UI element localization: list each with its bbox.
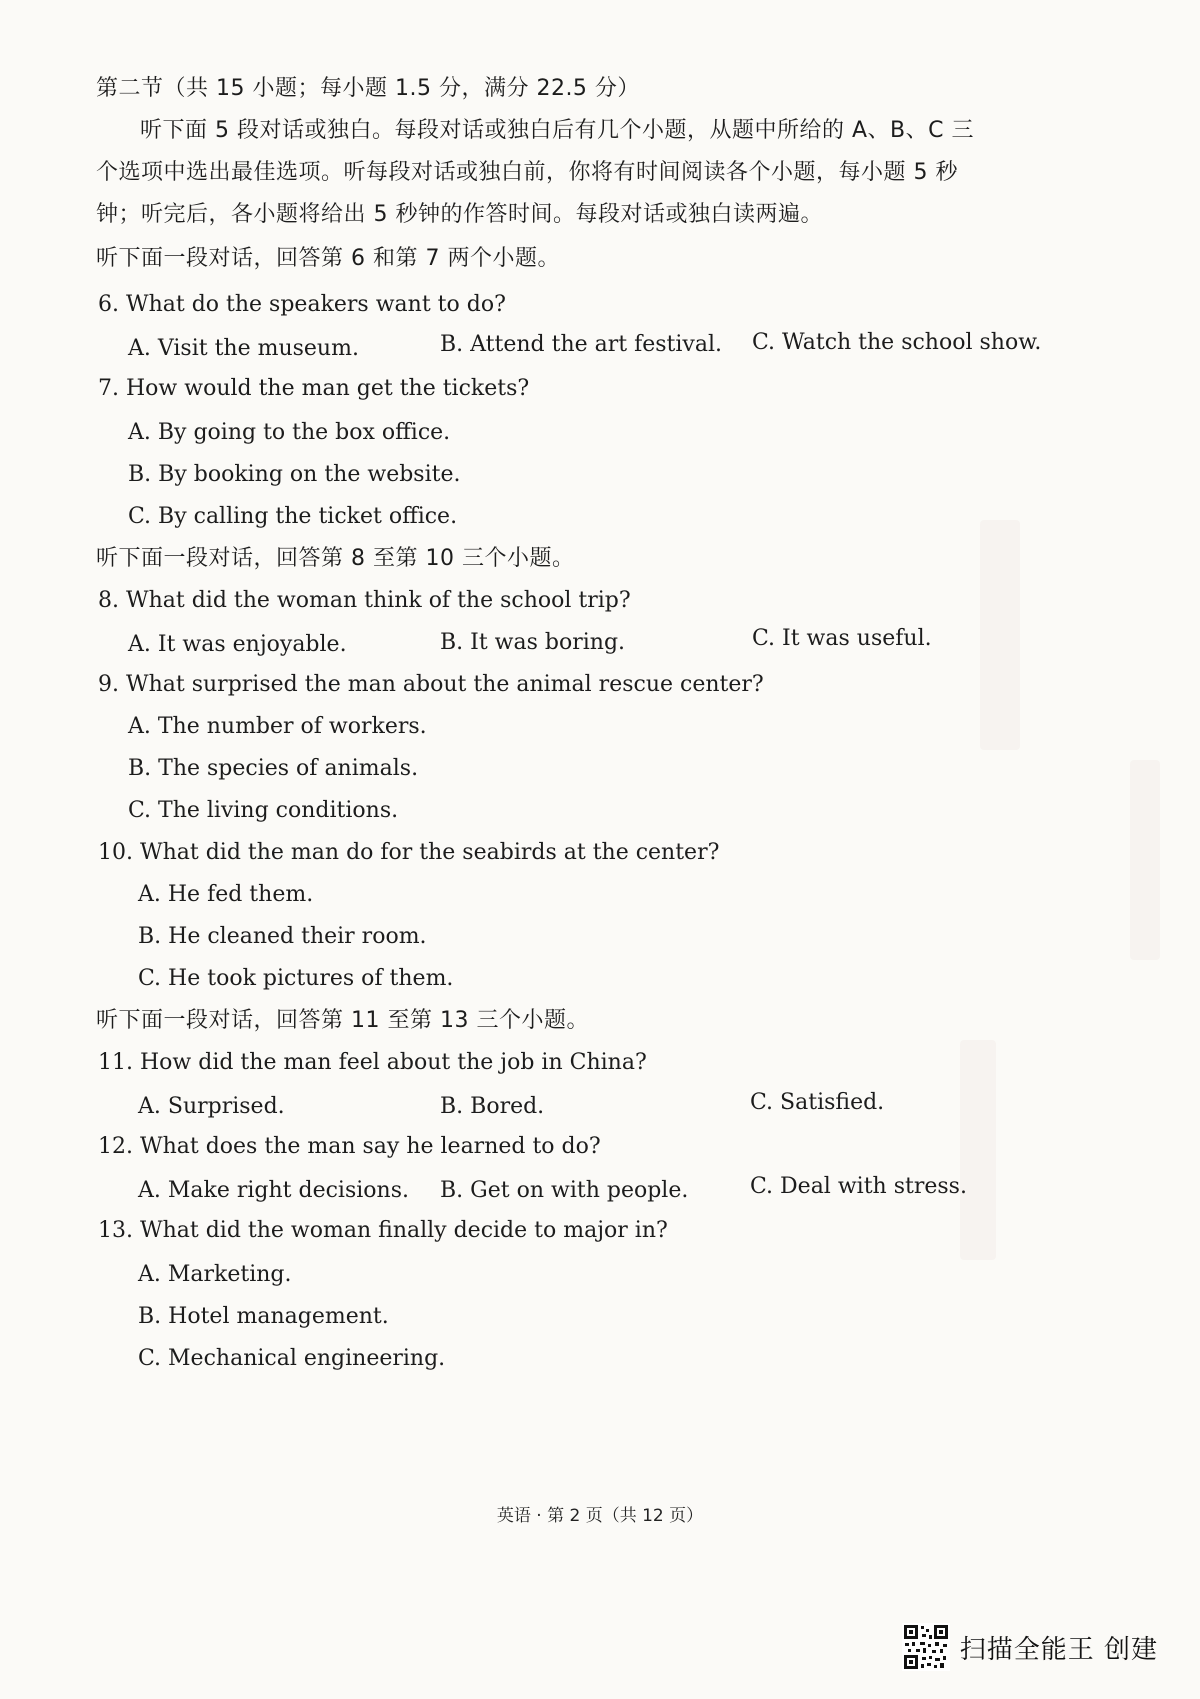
question-stem: 6. What do the speakers want to do? <box>98 292 506 317</box>
option-b: B. By booking on the website. <box>128 462 461 487</box>
question-stem: 11. How did the man feel about the job in China? <box>98 1050 647 1075</box>
question-stem: 12. What does the man say he learned to do? <box>98 1134 601 1159</box>
group-intro: 听下面一段对话，回答第 8 至第 10 三个小题。 <box>96 546 575 571</box>
option-a: A. Surprised. <box>138 1094 285 1119</box>
option-a: A. The number of workers. <box>128 714 427 739</box>
qr-code-icon <box>902 1623 950 1671</box>
instructions-line-3: 钟；听完后，各小题将给出 5 秒钟的作答时间。每段对话或独白读两遍。 <box>96 202 823 227</box>
option-c: C. It was useful. <box>752 626 932 651</box>
group-intro: 听下面一段对话，回答第 6 和第 7 两个小题。 <box>96 246 560 271</box>
option-c: C. Satisfied. <box>750 1090 885 1115</box>
group-intro: 听下面一段对话，回答第 11 至第 13 三个小题。 <box>96 1008 589 1033</box>
question-stem: 10. What did the man do for the seabirds at the center? <box>98 840 720 865</box>
option-c: C. Mechanical engineering. <box>138 1346 446 1371</box>
page-footer: 英语 · 第 2 页（共 12 页） <box>496 1506 704 1526</box>
option-a: A. It was enjoyable. <box>128 632 347 657</box>
option-c: C. He took pictures of them. <box>138 966 454 991</box>
section-title: 第二节（共 15 小题；每小题 1.5 分，满分 22.5 分） <box>96 76 640 101</box>
question-stem: 13. What did the woman finally decide to major in? <box>98 1218 668 1243</box>
question-stem: 8. What did the woman think of the school trip? <box>98 588 631 613</box>
bleed-through-mark <box>1130 760 1160 960</box>
option-c: C. Watch the school show. <box>752 330 1042 355</box>
option-b: B. He cleaned their room. <box>138 924 427 949</box>
option-a: A. By going to the box office. <box>128 420 451 445</box>
bleed-through-mark <box>980 520 1020 750</box>
option-a: A. Make right decisions. <box>138 1178 409 1203</box>
option-a: A. Visit the museum. <box>128 336 359 361</box>
option-b: B. Attend the art festival. <box>440 332 722 357</box>
option-b: B. Bored. <box>440 1094 545 1119</box>
option-a: A. Marketing. <box>138 1262 292 1287</box>
question-stem: 9. What surprised the man about the animal rescue center? <box>98 672 764 697</box>
option-b: B. The species of animals. <box>128 756 419 781</box>
option-c: C. By calling the ticket office. <box>128 504 458 529</box>
option-b: B. It was boring. <box>440 630 626 655</box>
option-c: C. The living conditions. <box>128 798 399 823</box>
instructions-line-1: 听下面 5 段对话或独白。每段对话或独白后有几个小题，从题中所给的 A、B、C 三 <box>140 118 974 143</box>
option-a: A. He fed them. <box>138 882 314 907</box>
scanner-watermark-text: 扫描全能王 创建 <box>959 1634 1158 1665</box>
option-b: B. Hotel management. <box>138 1304 389 1329</box>
option-b: B. Get on with people. <box>440 1178 689 1203</box>
option-c: C. Deal with stress. <box>750 1174 967 1199</box>
instructions-line-2: 个选项中选出最佳选项。听每段对话或独白前，你将有时间阅读各个小题，每小题 5 秒 <box>96 160 958 185</box>
question-stem: 7. How would the man get the tickets? <box>98 376 530 401</box>
bleed-through-mark <box>960 1040 996 1260</box>
scanner-watermark <box>902 1623 1158 1671</box>
